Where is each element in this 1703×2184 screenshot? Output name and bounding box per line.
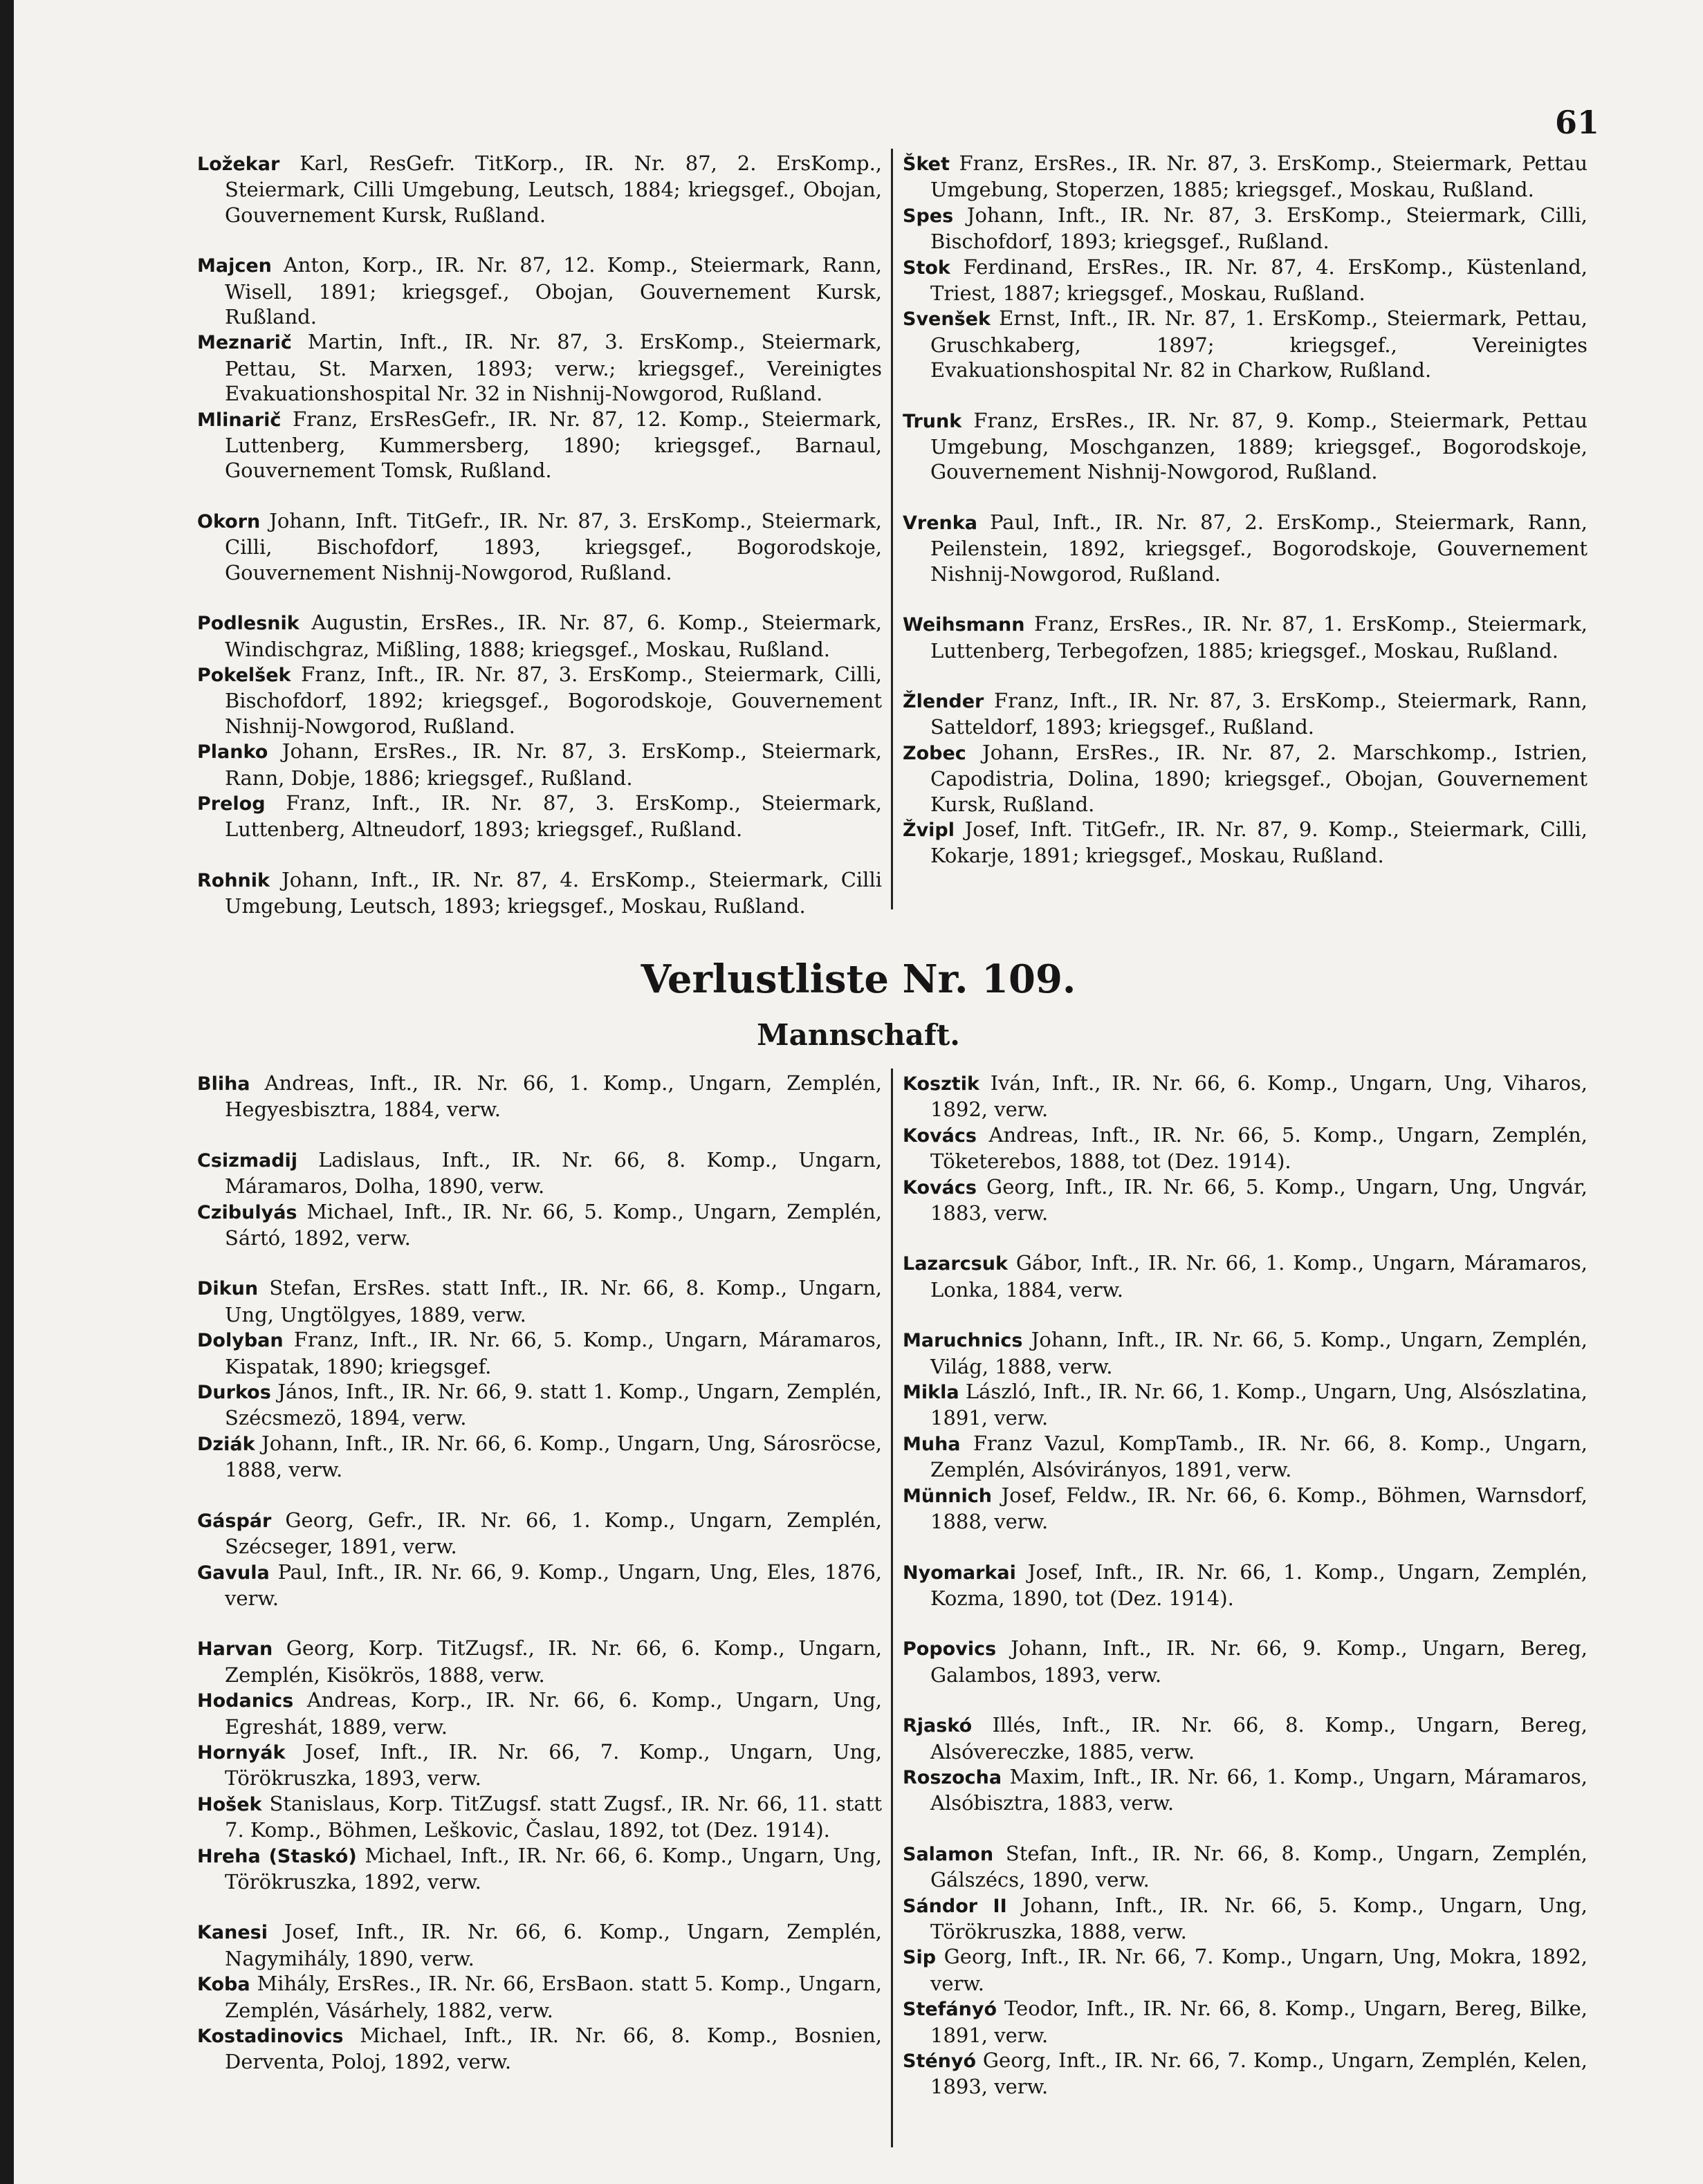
entry-details: Anton, Korp., IR. Nr. 87, 12. Komp., Steiermark, Rann, Wisell, 1891; kriegsgef., Obojan, Gouvernement Kursk, Rußland.	[225, 253, 882, 329]
entry-details: Andreas, Inft., IR. Nr. 66, 5. Komp., Ungarn, Zemplén, Töketerebos, 1888, tot (Dez. 1914).	[930, 1122, 1588, 1174]
entry-details: Mihály, ErsRes., IR. Nr. 66, ErsBaon. statt 5. Komp., Ungarn, Zemplén, Vásárhely, 1882, verw.	[225, 1972, 882, 2022]
casualty-entry	[903, 1483, 1587, 1535]
casualty-entry	[197, 508, 882, 585]
section-title: Mannschaft.	[757, 1018, 960, 1052]
bottom-right-column	[903, 1071, 1587, 2100]
casualty-entry	[903, 2048, 1587, 2100]
entry-details: Georg, Gefr., IR. Nr. 66, 1. Komp., Ungarn, Zemplén, Szécseger, 1891, verw.	[225, 1508, 883, 1559]
entry-details: Franz, Inft., IR. Nr. 87, 3. ErsKomp., Steiermark, Luttenberg, Altneudorf, 1893; kriegsgef., Rußland.	[225, 790, 883, 842]
surname: Podlesnik	[197, 613, 300, 635]
list-title: Verlustliste Nr. 109.	[641, 956, 1076, 1002]
casualty-entry	[197, 610, 882, 662]
surname: Hreha (Staskó)	[197, 1845, 357, 1867]
entry-details: Georg, Korp. TitZugsf., IR. Nr. 66, 6. Komp., Ungarn, Zemplén, Kisökrös, 1888, verw.	[225, 1636, 883, 1687]
casualty-entry	[197, 1791, 882, 1843]
entry-details: Georg, Inft., IR. Nr. 66, 5. Komp., Ungarn, Ung, Ungvár, 1883, verw.	[930, 1174, 1587, 1225]
surname: Salamon	[903, 1843, 994, 1865]
casualty-entry	[903, 255, 1587, 306]
surname: Koba	[197, 1974, 250, 1996]
surname: Meznarič	[197, 332, 292, 354]
surname: Prelog	[197, 793, 266, 815]
casualty-entry	[197, 662, 882, 739]
surname: Maruchnics	[903, 1330, 1023, 1352]
casualty-entry	[197, 1199, 882, 1251]
casualty-entry	[197, 1560, 882, 1611]
entry-details: Paul, Inft., IR. Nr. 66, 9. Komp., Ungarn, Ung, Eles, 1876, verw.	[225, 1560, 882, 1610]
column-divider-bottom	[891, 1068, 893, 2147]
surname: Stefányó	[903, 1999, 997, 2021]
entry-details: Franz, Inft., IR. Nr. 66, 5. Komp., Ungarn, Máramaros, Kispatak, 1890; kriegsgef.	[225, 1328, 883, 1378]
entry-details: Stanislaus, Korp. TitZugsf. statt Zugsf., IR. Nr. 66, 11. statt 7. Komp., Böhmen, Leškovic, Časlau, 1892, tot (Dez. 1914).	[225, 1791, 882, 1842]
entry-details: Karl, ResGefr. TitKorp., IR. Nr. 87, 2. ErsKomp., Steiermark, Cilli Umgebung, Leutsch, 1884; kriegsgef., Obojan, Gouvernement Kursk, Rußland.	[225, 151, 883, 227]
surname: Kanesi	[197, 1922, 268, 1944]
entry-details: Ernst, Inft., IR. Nr. 87, 1. ErsKomp., Steiermark, Pettau, Gruschkaberg, 1897; kriegsgef., Vereinigtes Evakuationshospital Nr. 82 in Charkow, Rußland.	[930, 306, 1587, 382]
casualty-entry	[903, 203, 1587, 255]
surname: Mlinarič	[197, 409, 282, 431]
surname: Planko	[197, 741, 268, 764]
casualty-entry	[197, 1379, 882, 1431]
casualty-entry	[197, 1147, 882, 1199]
surname: Hodanics	[197, 1690, 294, 1712]
casualty-entry	[903, 1712, 1587, 1764]
surname: Nyomarkai	[903, 1562, 1016, 1584]
column-divider-top	[891, 149, 893, 909]
surname: Muha	[903, 1433, 961, 1455]
entry-details: Georg, Inft., IR. Nr. 66, 7. Komp., Ungarn, Ung, Mokra, 1892, verw.	[930, 1945, 1588, 1995]
surname: Zobec	[903, 742, 966, 764]
entry-details: Franz, ErsResGefr., IR. Nr. 87, 12. Komp., Steiermark, Luttenberg, Kummersberg, 1890; kriegsgef., Barnaul, Gouvernement Tomsk, Rußland.	[225, 407, 883, 483]
casualty-entry	[903, 817, 1587, 869]
casualty-entry	[197, 1971, 882, 2023]
surname: Pokelšek	[197, 664, 291, 686]
surname: Gáspár	[197, 1510, 272, 1532]
surname: Münnich	[903, 1485, 993, 1507]
casualty-entry	[903, 611, 1587, 663]
surname: Dziák	[197, 1433, 255, 1455]
entry-details: Paul, Inft., IR. Nr. 87, 2. ErsKomp., Steiermark, Rann, Peilenstein, 1892, kriegsgef., Bogorodskoje, Gouvernement Nishnij-Nowgorod, Rußland.	[930, 510, 1587, 586]
entry-details: Ladislaus, Inft., IR. Nr. 66, 8. Komp., Ungarn, Máramaros, Dolha, 1890, verw.	[225, 1147, 882, 1199]
entry-details: Josef, Feldw., IR. Nr. 66, 6. Komp., Böhmen, Warnsdorf, 1888, verw.	[930, 1483, 1588, 1534]
entry-details: Franz, ErsRes., IR. Nr. 87, 9. Komp., Steiermark, Pettau Umgebung, Moschganzen, 1889; kriegsgef., Bogorodskoje, Gouvernement Nishnij-Nowgorod, Rußland.	[930, 408, 1587, 484]
entry-details: Franz, ErsRes., IR. Nr. 87, 3. ErsKomp., Steiermark, Pettau Umgebung, Stoperzen, 1885; kriegsgef., Moskau, Rußland.	[930, 151, 1588, 202]
entry-details: Josef, Inft., IR. Nr. 66, 7. Komp., Ungarn, Ung, Törökruszka, 1893, verw.	[225, 1739, 882, 1790]
surname: Rohnik	[197, 869, 270, 891]
page-number: 61	[1554, 104, 1599, 141]
casualty-entry	[903, 1893, 1587, 1945]
entry-details: Ferdinand, ErsRes., IR. Nr. 87, 4. ErsKomp., Küstenland, Triest, 1887; kriegsgef., Moskau, Rußland.	[930, 255, 1588, 306]
casualty-entry	[197, 1071, 882, 1122]
casualty-entry	[903, 740, 1587, 817]
surname: Dolyban	[197, 1330, 284, 1352]
entry-details: Johann, ErsRes., IR. Nr. 87, 2. Marschkomp., Istrien, Capodistria, Dolina, 1890; kriegsgef., Obojan, Gouvernement Kursk, Rußland.	[930, 740, 1587, 816]
entry-details: Josef, Inft. TitGefr., IR. Nr. 87, 9. Komp., Steiermark, Cilli, Kokarje, 1891; kriegsgef., Moskau, Rußland.	[930, 817, 1587, 868]
casualty-entry	[903, 1071, 1587, 1122]
casualty-entry	[197, 1636, 882, 1687]
entry-details: Stefan, Inft., IR. Nr. 66, 8. Komp., Ungarn, Zemplén, Gálszécs, 1890, verw.	[930, 1841, 1588, 1892]
surname: Ložekar	[197, 154, 280, 175]
bottom-left-column	[197, 1071, 882, 2075]
surname: Rjaskó	[903, 1715, 973, 1737]
casualty-entry	[903, 1122, 1587, 1174]
entry-details: Martin, Inft., IR. Nr. 87, 3. ErsKomp., Steiermark, Pettau, St. Marxen, 1893; verw.; kriegsgef., Vereinigtes Evakuationshospital Nr. 32 in Nishnij-Nowgorod, Rußland.	[225, 330, 882, 406]
casualty-entry	[903, 1996, 1587, 2048]
casualty-entry	[197, 1687, 882, 1739]
entry-details: Andreas, Inft., IR. Nr. 66, 1. Komp., Ungarn, Zemplén, Hegyesbisztra, 1884, verw.	[225, 1071, 883, 1122]
surname: Kosztik	[903, 1073, 979, 1095]
surname: Popovics	[903, 1638, 997, 1660]
casualty-entry	[197, 1431, 882, 1483]
casualty-entry	[903, 1944, 1587, 1996]
entry-details: Andreas, Korp., IR. Nr. 66, 6. Komp., Ungarn, Ung, Egreshát, 1889, verw.	[225, 1688, 882, 1739]
surname: Kovács	[903, 1125, 977, 1147]
entry-details: Franz Vazul, KompTamb., IR. Nr. 66, 8. Komp., Ungarn, Zemplén, Alsóvirányos, 1891, verw.	[930, 1431, 1587, 1482]
entry-details: Maxim, Inft., IR. Nr. 66, 1. Komp., Ungarn, Máramaros, Alsóbisztra, 1883, verw.	[930, 1764, 1588, 1815]
casualty-entry	[197, 739, 882, 790]
casualty-entry	[903, 1250, 1587, 1302]
casualty-entry	[903, 408, 1587, 485]
casualty-entry	[903, 1560, 1587, 1611]
surname: Kovács	[903, 1176, 977, 1199]
entry-details: Iván, Inft., IR. Nr. 66, 6. Komp., Ungarn, Ung, Viharos, 1892, verw.	[930, 1071, 1587, 1122]
surname: Lazarcsuk	[903, 1253, 1008, 1275]
casualty-entry	[197, 151, 882, 228]
casualty-entry	[903, 306, 1587, 382]
surname: Hošek	[197, 1793, 262, 1815]
casualty-entry	[197, 252, 882, 329]
surname: Majcen	[197, 255, 272, 277]
casualty-entry	[903, 1379, 1587, 1431]
entry-details: Johann, Inft., IR. Nr. 87, 3. ErsKomp., Steiermark, Cilli, Bischofdorf, 1893; kriegsgef., Rußland.	[930, 203, 1587, 254]
entry-details: Franz, Inft., IR. Nr. 87, 3. ErsKomp., Steiermark, Cilli, Bischofdorf, 1892; kriegsgef., Bogorodskoje, Gouvernement Nishnij-Nowgorod, Rußland.	[225, 662, 882, 738]
entry-details: Johann, Inft. TitGefr., IR. Nr. 87, 3. ErsKomp., Steiermark, Cilli, Bischofdorf, 1893, kriegsgef., Bogorodskoje, Gouvernement Nishnij-Nowgorod, Rußland.	[225, 508, 882, 584]
casualty-entry	[903, 1327, 1587, 1379]
surname: Okorn	[197, 510, 261, 533]
casualty-entry	[903, 151, 1587, 203]
surname: Stényó	[903, 2051, 977, 2072]
entry-details: Stefan, ErsRes. statt Inft., IR. Nr. 66, 8. Komp., Ungarn, Ung, Ungtölgyes, 1889, verw.	[225, 1276, 882, 1326]
entry-details: Teodor, Inft., IR. Nr. 66, 8. Komp., Ungarn, Bereg, Bilke, 1891, verw.	[930, 1997, 1587, 2047]
entry-details: Johann, Inft., IR. Nr. 87, 4. ErsKomp., Steiermark, Cilli Umgebung, Leutsch, 1893; kriegsgef., Moskau, Rußland.	[225, 867, 882, 918]
entry-details: Johann, Inft., IR. Nr. 66, 6. Komp., Ungarn, Ung, Sárosröcse, 1888, verw.	[225, 1431, 882, 1482]
entry-details: Franz, Inft., IR. Nr. 87, 3. ErsKomp., Steiermark, Rann, Satteldorf, 1893; kriegsgef., Rußland.	[930, 688, 1588, 739]
surname: Czibulyás	[197, 1201, 297, 1223]
surname: Csizmadij	[197, 1149, 298, 1172]
casualty-entry	[903, 510, 1587, 586]
top-right-column	[903, 151, 1587, 869]
casualty-entry	[197, 867, 882, 919]
surname: Svenšek	[903, 308, 991, 331]
casualty-entry	[197, 1919, 882, 1971]
entry-details: Georg, Inft., IR. Nr. 66, 7. Komp., Ungarn, Zemplén, Kelen, 1893, verw.	[930, 2048, 1588, 2099]
casualty-entry	[903, 1636, 1587, 1687]
surname: Weihsmann	[903, 614, 1025, 636]
surname: Sándor II	[903, 1895, 1007, 1917]
casualty-entry	[197, 329, 882, 406]
surname: Kostadinovics	[197, 2026, 344, 2047]
entry-details: Michael, Inft., IR. Nr. 66, 5. Komp., Ungarn, Zemplén, Sártó, 1892, verw.	[225, 1199, 882, 1250]
document-page	[14, 0, 1703, 2184]
surname: Durkos	[197, 1382, 271, 1404]
surname: Žvipl	[903, 819, 955, 841]
surname: Sip	[903, 1947, 937, 1969]
surname: Gavula	[197, 1562, 270, 1584]
entry-details: Michael, Inft., IR. Nr. 66, 6. Komp., Ungarn, Ung, Törökruszka, 1892, verw.	[225, 1843, 883, 1894]
entry-details: Johann, Inft., IR. Nr. 66, 5. Komp., Ungarn, Ung, Törökruszka, 1888, verw.	[930, 1893, 1588, 1943]
casualty-entry	[903, 1841, 1587, 1893]
casualty-entry	[903, 688, 1587, 740]
surname: Dikun	[197, 1278, 259, 1300]
entry-details: Josef, Inft., IR. Nr. 66, 6. Komp., Ungarn, Zemplén, Nagymihály, 1890, verw.	[225, 1920, 882, 1970]
surname: Trunk	[903, 410, 962, 432]
surname: Roszocha	[903, 1766, 1002, 1788]
entry-details: Johann, ErsRes., IR. Nr. 87, 3. ErsKomp., Steiermark, Rann, Dobje, 1886; kriegsgef., Rußland.	[225, 739, 882, 790]
casualty-entry	[197, 790, 882, 842]
surname: Spes	[903, 205, 954, 227]
casualty-entry	[197, 2023, 882, 2075]
casualty-entry	[197, 1508, 882, 1560]
surname: Hornyák	[197, 1741, 286, 1764]
casualty-entry	[197, 1739, 882, 1791]
surname: Stok	[903, 257, 950, 279]
entry-details: Josef, Inft., IR. Nr. 66, 1. Komp., Ungarn, Zemplén, Kozma, 1890, tot (Dez. 1914).	[930, 1560, 1587, 1610]
casualty-entry	[903, 1764, 1587, 1816]
entry-details: László, Inft., IR. Nr. 66, 1. Komp., Ungarn, Ung, Alsószlatina, 1891, verw.	[930, 1380, 1587, 1430]
casualty-entry	[197, 1327, 882, 1379]
entry-details: Gábor, Inft., IR. Nr. 66, 1. Komp., Ungarn, Máramaros, Lonka, 1884, verw.	[930, 1251, 1587, 1302]
entry-details: Illés, Inft., IR. Nr. 66, 8. Komp., Ungarn, Bereg, Alsóvereczke, 1885, verw.	[930, 1713, 1587, 1764]
entry-details: Johann, Inft., IR. Nr. 66, 9. Komp., Ungarn, Bereg, Galambos, 1893, verw.	[930, 1636, 1587, 1687]
surname: Bliha	[197, 1073, 250, 1095]
surname: Žlender	[903, 690, 984, 712]
top-left-column	[197, 151, 882, 919]
surname: Harvan	[197, 1638, 273, 1660]
entry-details: Augustin, ErsRes., IR. Nr. 87, 6. Komp., Steiermark, Windischgraz, Mißling, 1888; kriegsgef., Moskau, Rußland.	[225, 611, 882, 661]
casualty-entry	[197, 1843, 882, 1895]
casualty-entry	[903, 1431, 1587, 1483]
surname: Mikla	[903, 1382, 959, 1404]
surname: Šket	[903, 154, 950, 175]
casualty-entry	[903, 1174, 1587, 1226]
entry-details: Johann, Inft., IR. Nr. 66, 5. Komp., Ungarn, Zemplén, Világ, 1888, verw.	[930, 1328, 1587, 1378]
casualty-entry	[197, 1275, 882, 1327]
casualty-entry	[197, 407, 882, 483]
entry-details: Michael, Inft., IR. Nr. 66, 8. Komp., Bosnien, Derventa, Poloj, 1892, verw.	[225, 2024, 882, 2074]
entry-details: Franz, ErsRes., IR. Nr. 87, 1. ErsKomp., Steiermark, Luttenberg, Terbegofzen, 1885; kriegsgef., Moskau, Rußland.	[930, 612, 1587, 663]
entry-details: János, Inft., IR. Nr. 66, 9. statt 1. Komp., Ungarn, Zemplén, Szécsmezö, 1894, verw.	[225, 1380, 883, 1430]
surname: Vrenka	[903, 512, 977, 534]
